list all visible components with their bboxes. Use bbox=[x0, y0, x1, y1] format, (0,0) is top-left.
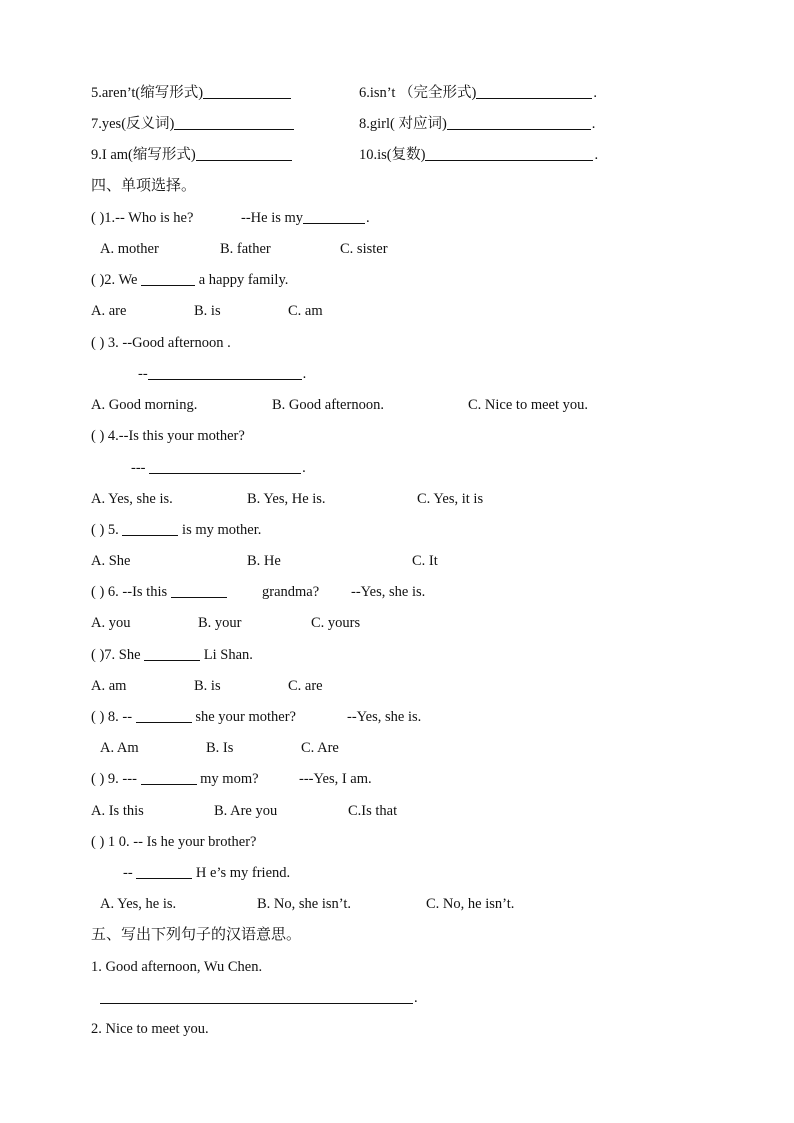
question-5: ( ) 5. is my mother. bbox=[91, 522, 262, 538]
question-4: ( ) 4.--Is this your mother? bbox=[91, 428, 245, 444]
section-heading-4: 四、单项选择。 bbox=[91, 178, 197, 194]
question-10-answer-line: -- H e’s my friend. bbox=[123, 865, 291, 881]
option-b[interactable]: B. He bbox=[247, 553, 281, 569]
option-c[interactable]: C. It bbox=[412, 553, 438, 569]
option-a[interactable]: A. am bbox=[91, 678, 127, 694]
question-8: ( ) 8. -- she your mother? --Yes, she is. bbox=[91, 709, 422, 725]
option-c[interactable]: C. are bbox=[288, 678, 323, 694]
question-6-options bbox=[0, 613, 794, 633]
option-a[interactable]: A. mother bbox=[100, 241, 159, 257]
answer-blank[interactable] bbox=[149, 459, 301, 474]
option-c[interactable]: C. Yes, it is bbox=[417, 491, 484, 507]
question-7: ( )7. She Li Shan. bbox=[91, 647, 253, 663]
item-8: 8.girl( 对应词) . bbox=[359, 116, 596, 132]
answer-blank[interactable] bbox=[174, 115, 294, 130]
option-c[interactable]: C. No, he isn’t. bbox=[426, 896, 515, 912]
option-b[interactable]: B. No, she isn’t. bbox=[257, 896, 351, 912]
answer-blank[interactable] bbox=[203, 84, 291, 99]
option-a[interactable]: A. Am bbox=[100, 740, 139, 756]
answer-blank[interactable] bbox=[100, 989, 413, 1004]
answer-blank[interactable] bbox=[141, 770, 197, 785]
item-7: 7.yes(反义词) bbox=[91, 114, 294, 134]
question-8-options bbox=[0, 738, 794, 758]
answer-blank[interactable] bbox=[196, 146, 292, 161]
answer-blank[interactable] bbox=[136, 708, 192, 723]
answer-blank[interactable] bbox=[144, 646, 200, 661]
option-c[interactable]: C. yours bbox=[311, 615, 361, 631]
answer-blank[interactable] bbox=[148, 365, 302, 380]
answer-blank[interactable] bbox=[425, 146, 593, 161]
option-a[interactable]: A. you bbox=[91, 615, 131, 631]
item-10: 10.is(复数) . bbox=[359, 147, 599, 163]
option-a[interactable]: A. Is this bbox=[91, 803, 144, 819]
option-a[interactable]: A. Good morning. bbox=[91, 397, 198, 413]
question-4-options bbox=[0, 489, 794, 509]
item-6: 6.isn’t （完全形式) . bbox=[359, 85, 597, 101]
item-9: 9.I am(缩写形式) bbox=[91, 145, 292, 165]
sentence-2: 2. Nice to meet you. bbox=[91, 1021, 209, 1037]
fill-row-1 bbox=[0, 83, 794, 103]
option-a[interactable]: A. Yes, he is. bbox=[100, 896, 177, 912]
option-b[interactable]: B. father bbox=[220, 241, 271, 257]
question-10: ( ) 1 0. -- Is he your brother? bbox=[91, 834, 257, 850]
question-1-options bbox=[0, 239, 794, 259]
option-c[interactable]: C. Are bbox=[301, 740, 339, 756]
option-b[interactable]: B. is bbox=[194, 678, 221, 694]
sentence-1: 1. Good afternoon, Wu Chen. bbox=[91, 959, 263, 975]
answer-blank[interactable] bbox=[303, 209, 365, 224]
fill-row-2 bbox=[0, 114, 794, 134]
answer-blank[interactable] bbox=[476, 84, 592, 99]
option-a[interactable]: A. are bbox=[91, 303, 127, 319]
question-7-options bbox=[0, 676, 794, 696]
answer-blank[interactable] bbox=[447, 115, 591, 130]
question-5-options bbox=[0, 551, 794, 571]
option-b[interactable]: B. is bbox=[194, 303, 221, 319]
answer-blank[interactable] bbox=[136, 864, 192, 879]
question-3-options bbox=[0, 395, 794, 415]
fill-row-3 bbox=[0, 145, 794, 165]
option-a[interactable]: A. She bbox=[91, 553, 131, 569]
question-6: ( ) 6. --Is this grandma? --Yes, she is. bbox=[91, 584, 426, 600]
option-c[interactable]: C. am bbox=[288, 303, 323, 319]
option-b[interactable]: B. Good afternoon. bbox=[272, 397, 384, 413]
option-c[interactable]: C.Is that bbox=[348, 803, 398, 819]
option-b[interactable]: B. your bbox=[198, 615, 242, 631]
option-b[interactable]: B. Are you bbox=[214, 803, 278, 819]
question-3-answer-line: -- . bbox=[138, 366, 307, 382]
question-3: ( ) 3. --Good afternoon . bbox=[91, 335, 231, 351]
option-c[interactable]: C. sister bbox=[340, 241, 388, 257]
answer-blank[interactable] bbox=[141, 271, 195, 286]
option-b[interactable]: B. Yes, He is. bbox=[247, 491, 326, 507]
option-c[interactable]: C. Nice to meet you. bbox=[468, 397, 589, 413]
question-2: ( )2. We a happy family. bbox=[91, 272, 289, 288]
option-a[interactable]: A. Yes, she is. bbox=[91, 491, 173, 507]
answer-blank[interactable] bbox=[122, 521, 178, 536]
sentence-1-answer-line: . bbox=[0, 988, 794, 1008]
question-9: ( ) 9. --- my mom? ---Yes, I am. bbox=[91, 771, 372, 787]
question-1: ( )1.-- Who is he? --He is my . bbox=[91, 210, 370, 226]
question-2-options bbox=[0, 301, 794, 321]
section-heading-5: 五、写出下列句子的汉语意思。 bbox=[91, 927, 302, 943]
question-9-options bbox=[0, 801, 794, 821]
question-10-options bbox=[0, 894, 794, 914]
item-5: 5.aren’t(缩写形式) bbox=[91, 83, 291, 103]
option-b[interactable]: B. Is bbox=[206, 740, 234, 756]
question-4-answer-line: --- . bbox=[131, 460, 306, 476]
answer-blank[interactable] bbox=[171, 583, 227, 598]
